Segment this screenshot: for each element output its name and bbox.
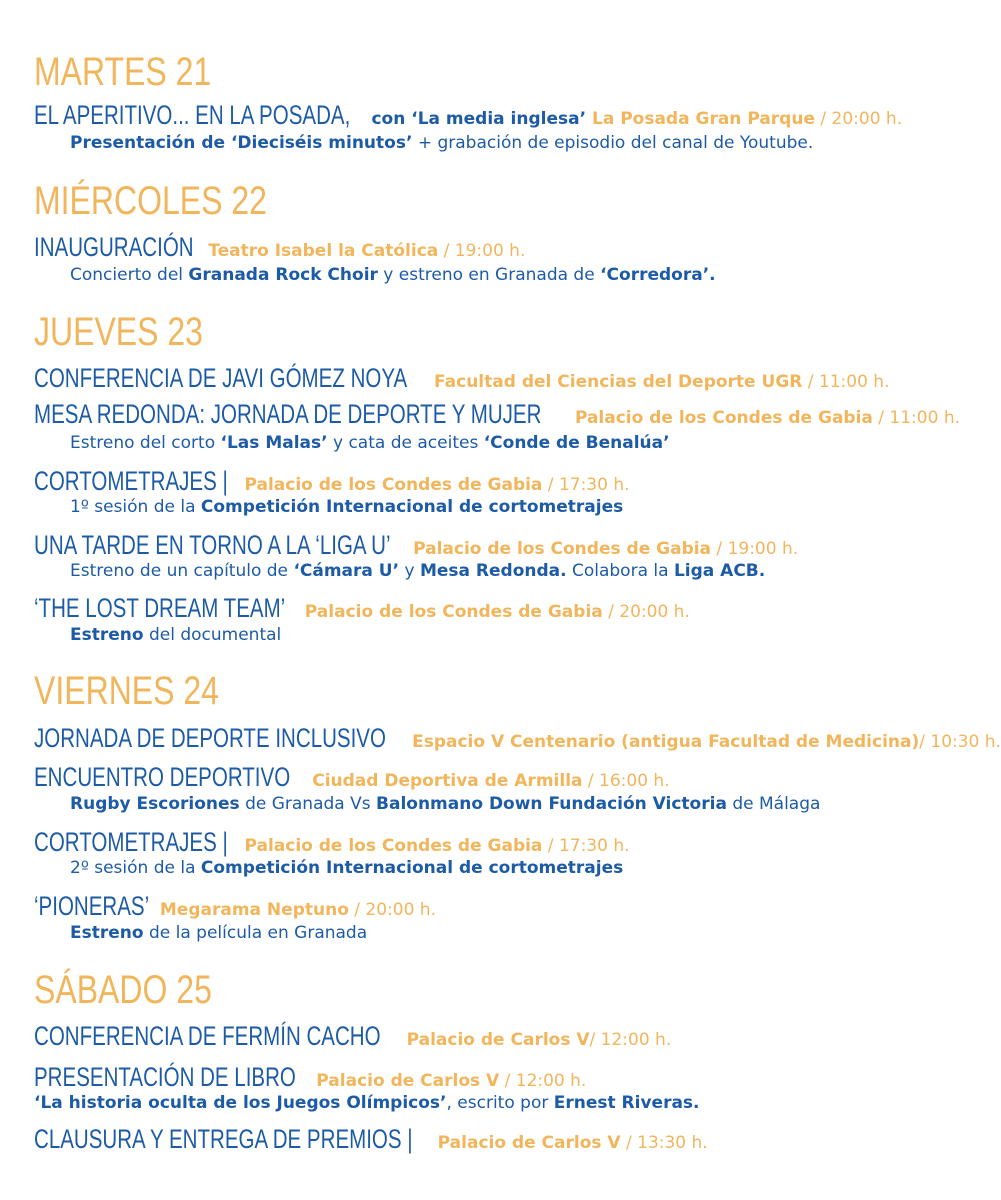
event-line <box>34 232 526 263</box>
description-highlight: ‘La historia oculta de los Juegos Olímpicos’ <box>34 1093 447 1113</box>
event-time: / 20:00 h. <box>348 900 436 920</box>
event-title: CLAUSURA Y ENTREGA DE PREMIOS | <box>34 1124 413 1154</box>
description-text: Estreno del corto <box>70 433 221 453</box>
event-title: UNA TARDE EN TORNO A LA ‘LIGA U’ <box>34 530 391 560</box>
event-venue: Palacio de los Condes de Gabia <box>407 539 712 559</box>
event-time: / 17:30 h. <box>542 475 630 495</box>
event-title: CONFERENCIA DE JAVI GÓMEZ NOYA <box>34 363 408 393</box>
description-highlight: Granada Rock Choir <box>188 265 378 285</box>
event-description <box>70 131 813 155</box>
event-title: CORTOMETRAJES | <box>34 827 228 857</box>
description-text: de la película en Granada <box>143 923 368 943</box>
description-text: + grabación de episodio del canal de Youtube. <box>412 133 814 153</box>
description-text: 2º sesión de la <box>70 858 201 878</box>
description-highlight: ‘Las Malas’ <box>220 433 328 453</box>
event-line <box>34 466 630 497</box>
event-line <box>34 762 670 793</box>
event-description <box>70 623 281 647</box>
description-highlight: Ernest Riveras. <box>553 1093 700 1113</box>
day-heading: VIERNES 24 <box>34 669 219 713</box>
event-line <box>34 593 690 624</box>
event-venue: Palacio de los Condes de Gabia <box>298 602 603 622</box>
event-venue: Palacio de los Condes de Gabia <box>238 836 543 856</box>
event-time: / 11:00 h. <box>802 372 890 392</box>
event-title: JORNADA DE DEPORTE INCLUSIVO <box>34 723 386 753</box>
event-title: ENCUENTRO DEPORTIVO <box>34 762 291 792</box>
event-line <box>34 1021 672 1052</box>
description-highlight: Liga ACB. <box>673 561 766 581</box>
event-line <box>34 399 960 430</box>
event-line <box>34 100 903 131</box>
event-line <box>34 363 890 394</box>
description-text: y cata de aceites <box>327 433 484 453</box>
event-description <box>70 792 820 816</box>
event-line <box>34 827 630 858</box>
event-time: / 20:00 h. <box>602 602 690 622</box>
event-line <box>34 723 1001 754</box>
day-heading: MARTES 21 <box>34 50 212 94</box>
description-highlight: Rugby Escoriones <box>70 794 240 814</box>
description-highlight: Estreno <box>70 923 144 943</box>
event-venue: Teatro Isabel la Católica <box>202 241 439 261</box>
event-description <box>70 263 716 287</box>
description-highlight: ‘Cámara U’ <box>293 561 400 581</box>
event-venue: Palacio de los Condes de Gabia <box>238 475 543 495</box>
event-title: CORTOMETRAJES | <box>34 466 228 496</box>
event-venue: Facultad del Ciencias del Deporte UGR <box>428 372 803 392</box>
event-venue: La Posada Gran Parque <box>586 109 815 129</box>
day-heading: JUEVES 23 <box>34 310 203 354</box>
event-description <box>70 431 670 455</box>
day-heading: MIÉRCOLES 22 <box>34 179 267 223</box>
event-title: CONFERENCIA DE FERMÍN CACHO <box>34 1021 381 1051</box>
description-highlight: Competición Internacional de cortometrajes <box>200 858 624 878</box>
event-time: / 13:30 h. <box>620 1133 708 1153</box>
event-line <box>34 1062 587 1093</box>
event-line <box>34 530 799 561</box>
event-venue: Megarama Neptuno <box>153 900 349 920</box>
description-text: y estreno en Granada de <box>377 265 601 285</box>
event-title: MESA REDONDA: JORNADA DE DEPORTE Y MUJER <box>34 399 542 429</box>
event-time: / 16:00 h. <box>582 771 670 791</box>
event-description <box>34 1091 700 1115</box>
event-title: EL APERITIVO... EN LA POSADA, <box>34 100 351 130</box>
description-highlight: Competición Internacional de cortometrajes <box>200 497 624 517</box>
description-highlight: Estreno <box>70 625 144 645</box>
event-description <box>70 921 367 945</box>
event-time: / 12:00 h. <box>589 1030 672 1050</box>
description-text: Colabora la <box>566 561 674 581</box>
event-description <box>70 856 623 880</box>
day-heading: SÁBADO 25 <box>34 968 212 1012</box>
description-highlight: con <box>365 109 412 129</box>
description-text: Estreno de un capítulo de <box>70 561 294 581</box>
description-highlight: ‘La media inglesa’ <box>411 109 587 129</box>
description-text: de Granada Vs <box>239 794 377 814</box>
event-title: PRESENTACIÓN DE LIBRO <box>34 1062 296 1092</box>
description-text: , escrito por <box>446 1093 554 1113</box>
event-time: / 19:00 h. <box>711 539 799 559</box>
description-text: 1º sesión de la <box>70 497 201 517</box>
description-text: de Málaga <box>726 794 821 814</box>
description-highlight: Presentación de ‘Dieciséis minutos’ <box>70 133 413 153</box>
event-time: / 10:30 h. <box>919 732 1001 752</box>
event-description <box>70 559 765 583</box>
event-time: / 12:00 h. <box>499 1071 587 1091</box>
description-text: y <box>399 561 420 581</box>
event-venue: Palacio de Carlos V <box>431 1133 621 1153</box>
event-venue: Espacio V Centenario (antigua Facultad de Medicina) <box>406 732 920 752</box>
event-time: / 11:00 h. <box>872 408 960 428</box>
event-title: ‘THE LOST DREAM TEAM’ <box>34 593 286 623</box>
event-venue: Palacio de los Condes de Gabia <box>569 408 873 428</box>
event-title: ‘PIONERAS’ <box>34 891 150 921</box>
event-time: / 20:00 h. <box>814 109 903 129</box>
event-time: / 19:00 h. <box>438 241 526 261</box>
event-line <box>34 891 436 922</box>
event-venue: Ciudad Deportiva de Armilla <box>306 771 583 791</box>
description-highlight: Mesa Redonda. <box>419 561 567 581</box>
event-time: / 17:30 h. <box>542 836 630 856</box>
description-highlight: Balonmano Down Fundación Victoria <box>376 794 727 814</box>
event-line <box>34 1124 708 1155</box>
description-text: del documental <box>143 625 282 645</box>
description-highlight: ‘Corredora’. <box>600 265 716 285</box>
event-venue: Palacio de Carlos V <box>400 1030 590 1050</box>
event-description <box>70 495 623 519</box>
event-title: INAUGURACIÓN <box>34 232 194 262</box>
description-highlight: ‘Conde de Benalúa’ <box>483 433 670 453</box>
description-text: Concierto del <box>70 265 189 285</box>
event-venue: Palacio de Carlos V <box>310 1071 500 1091</box>
